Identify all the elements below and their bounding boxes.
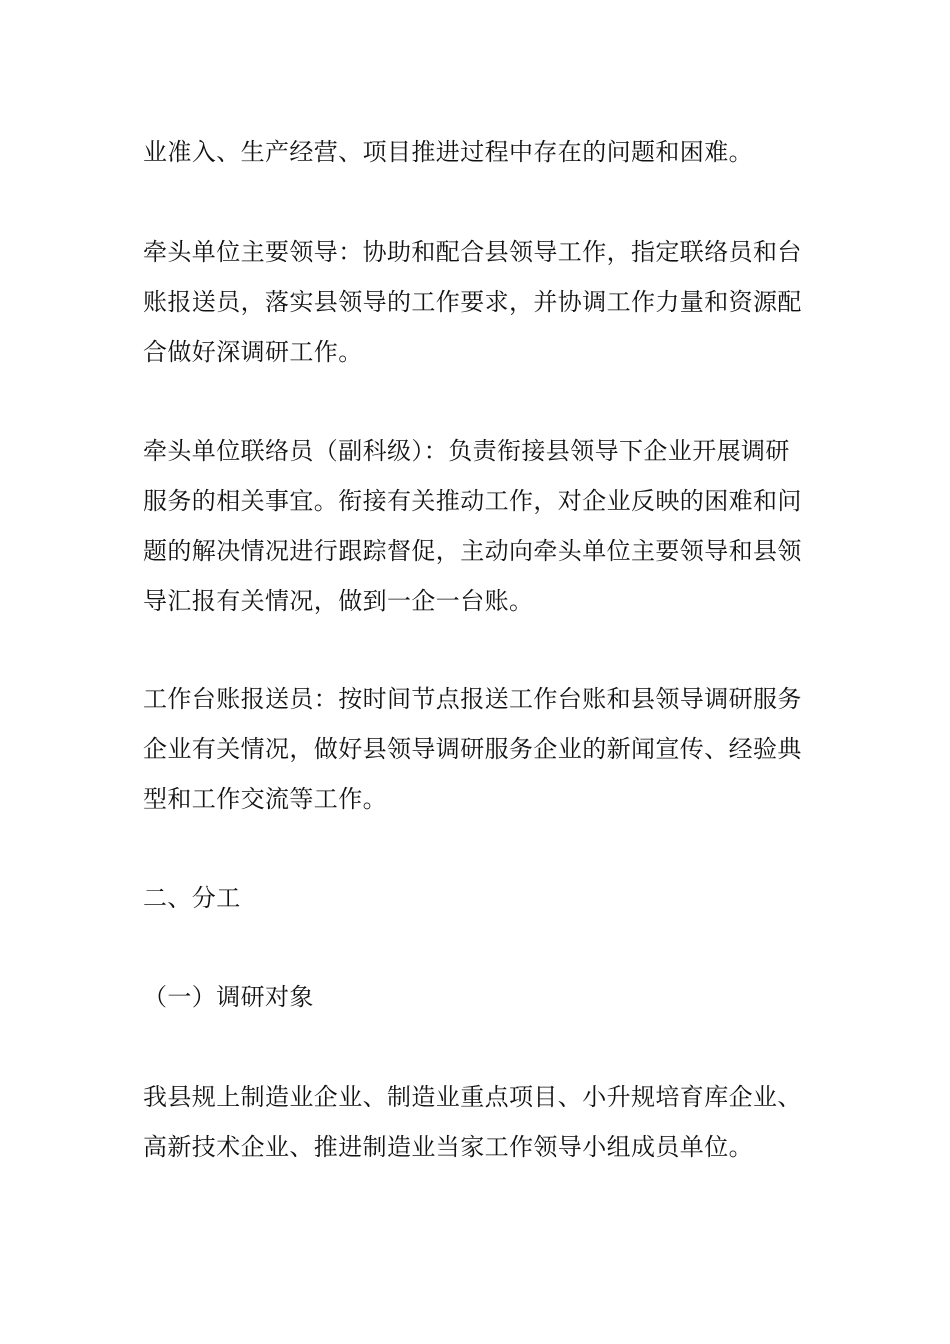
paragraph-line: 服务的相关事宜。衔接有关推动工作，对企业反映的困难和问 [143, 487, 802, 515]
paragraph-line: 账报送员，落实县领导的工作要求，并协调工作力量和资源配 [143, 288, 802, 316]
paragraph-line: 企业有关情况，做好县领导调研服务企业的新闻宣传、经验典 [143, 735, 802, 763]
paragraph-line: 高新技术企业、推进制造业当家工作领导小组成员单位。 [143, 1133, 753, 1161]
paragraph-line: 牵头单位联络员（副科级）：负责衔接县领导下企业开展调研 [143, 437, 790, 465]
paragraph-line: 题的解决情况进行跟踪督促，主动向牵头单位主要领导和县领 [143, 537, 802, 565]
paragraph-line: 型和工作交流等工作。 [143, 785, 387, 813]
paragraph-line: 牵头单位主要领导：协助和配合县领导工作，指定联络员和台 [143, 238, 802, 266]
paragraph-line: 我县规上制造业企业、制造业重点项目、小升规培育库企业、 [143, 1083, 802, 1111]
paragraph-line: 导汇报有关情况，做到一企一台账。 [143, 587, 534, 615]
subsection-heading: （一）调研对象 [143, 983, 314, 1011]
paragraph-line: 工作台账报送员：按时间节点报送工作台账和县领导调研服务 [143, 685, 802, 713]
section-heading: 二、分工 [143, 884, 241, 912]
paragraph-line: 业准入、生产经营、项目推进过程中存在的问题和困难。 [143, 138, 753, 166]
paragraph-line: 合做好深调研工作。 [143, 338, 363, 366]
